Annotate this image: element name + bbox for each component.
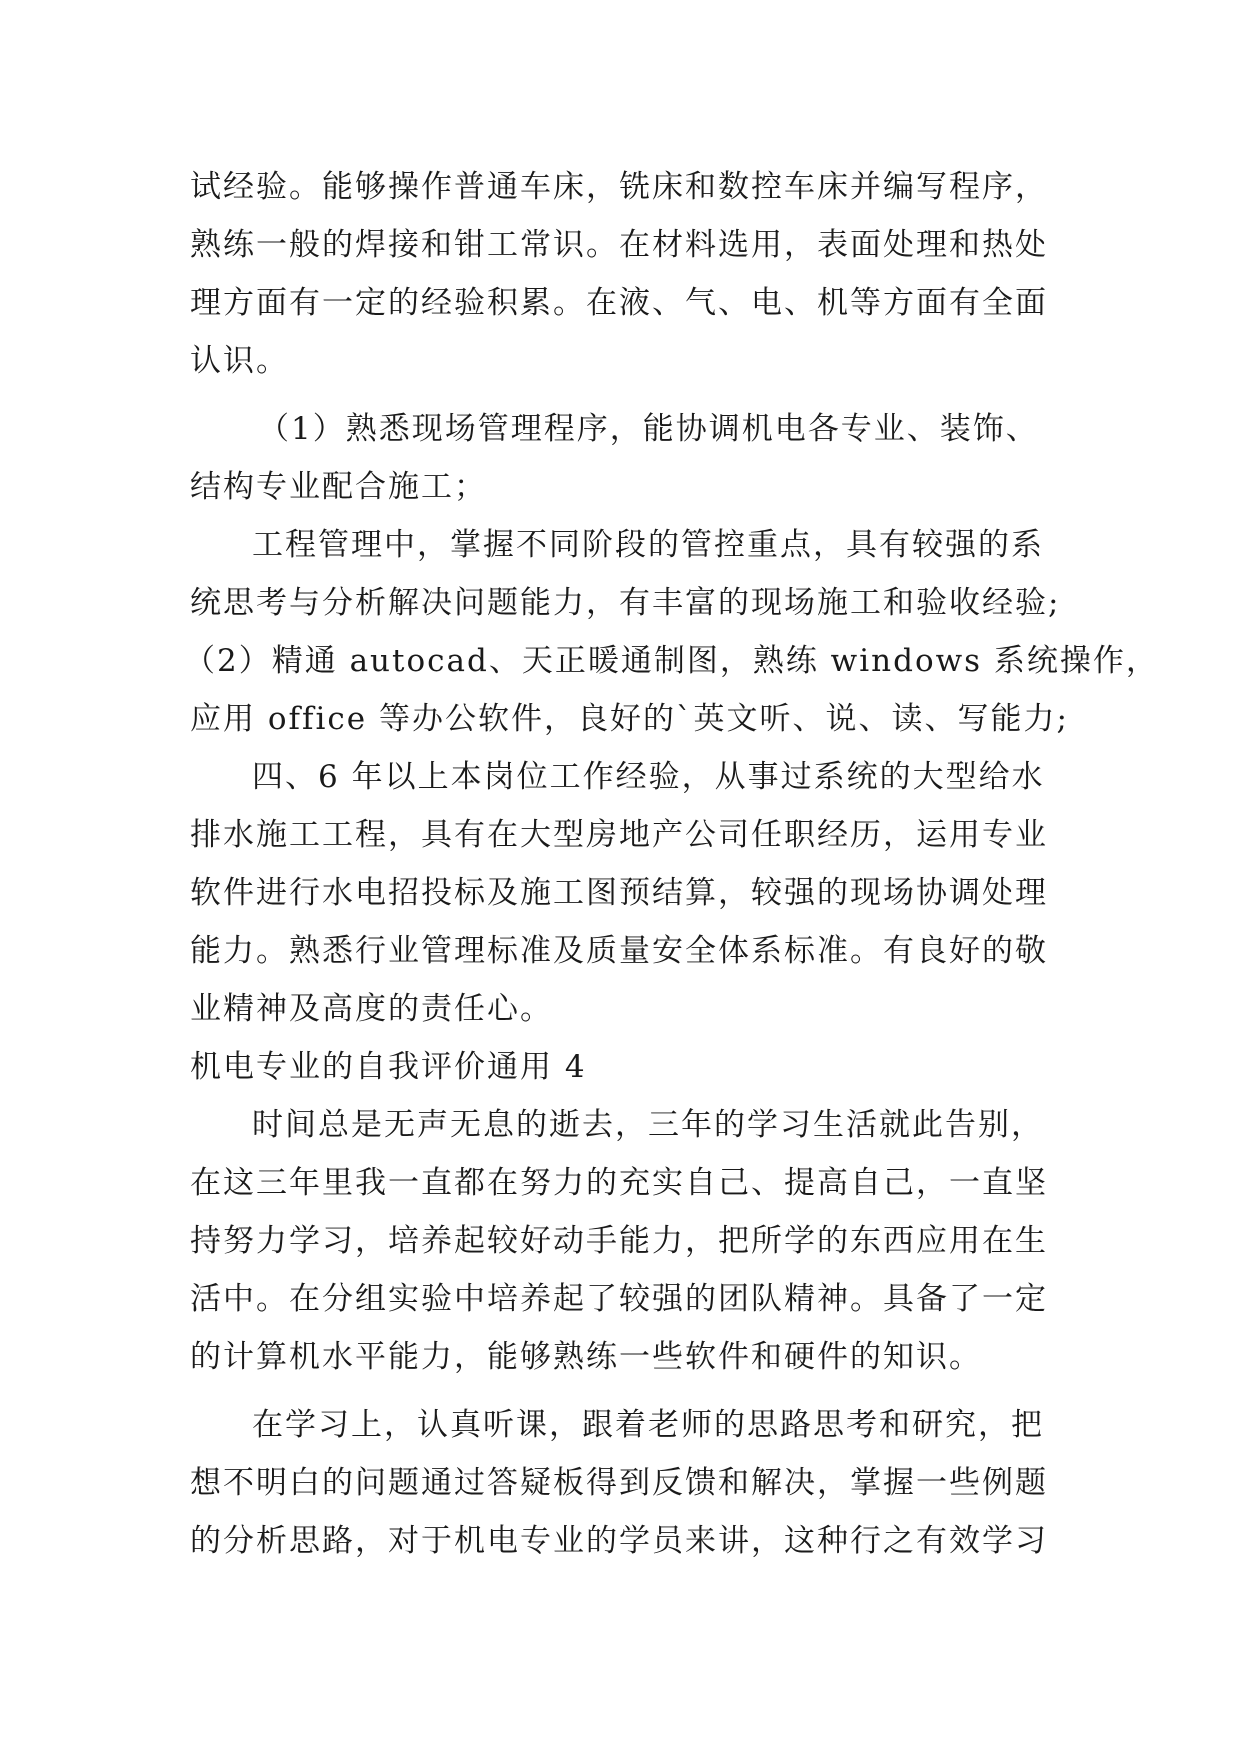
- text-line: 活中。在分组实验中培养起了较强的团队精神。具备了一定: [190, 1281, 1048, 1317]
- paragraph-start: 时间总是无声无息的逝去，三年的学习生活就此告别，: [252, 1107, 1044, 1143]
- text-line: 理方面有一定的经验积累。在液、气、电、机等方面有全面: [190, 285, 1048, 321]
- text-line: 结构专业配合施工；: [190, 469, 487, 505]
- paragraph-start: 在学习上，认真听课，跟着老师的思路思考和研究，把: [252, 1407, 1044, 1443]
- text-line: 认识。: [190, 343, 289, 379]
- text-line: 应用 office 等办公软件，良好的`英文听、说、读、写能力;: [190, 701, 1069, 737]
- text-line: 业精神及高度的责任心。: [190, 991, 553, 1027]
- text-line: 的分析思路，对于机电专业的学员来讲，这种行之有效学习: [190, 1523, 1048, 1559]
- document-body: [184, 158, 1159, 1570]
- text-line: 熟练一般的焊接和钳工常识。在材料选用，表面处理和热处: [190, 227, 1048, 263]
- text-line: 在这三年里我一直都在努力的充实自己、提高自己，一直坚: [190, 1165, 1048, 1201]
- paragraph-start: 四、6 年以上本岗位工作经验，从事过系统的大型给水: [252, 759, 1045, 795]
- paragraph-gap: [190, 390, 1060, 400]
- paragraph-gap: [190, 1386, 1060, 1396]
- text-line: 试经验。能够操作普通车床，铣床和数控车床并编写程序，: [190, 169, 1048, 205]
- paragraph-start: 工程管理中，掌握不同阶段的管控重点，具有较强的系: [252, 527, 1044, 563]
- text-line: 能力。熟悉行业管理标准及质量安全体系标准。有良好的敬: [190, 933, 1048, 969]
- text-line: 软件进行水电招投标及施工图预结算，较强的现场协调处理: [190, 875, 1048, 911]
- list-item-2: （2）精通 autocad、天正暖通制图，熟练 windows 系统操作，: [184, 643, 1159, 679]
- text-line: 持努力学习，培养起较好动手能力，把所学的东西应用在生: [190, 1223, 1048, 1259]
- text-line: 想不明白的问题通过答疑板得到反馈和解决，掌握一些例题: [190, 1465, 1048, 1501]
- text-line: 的计算机水平能力，能够熟练一些软件和硬件的知识。: [190, 1339, 982, 1375]
- text-line: 排水施工工程，具有在大型房地产公司任职经历，运用专业: [190, 817, 1048, 853]
- text-line: 统思考与分析解决问题能力，有丰富的现场施工和验收经验;: [190, 585, 1061, 621]
- section-heading: 机电专业的自我评价通用 4: [190, 1049, 587, 1085]
- list-item-1: （1）熟悉现场管理程序，能协调机电各专业、装饰、: [258, 411, 1039, 447]
